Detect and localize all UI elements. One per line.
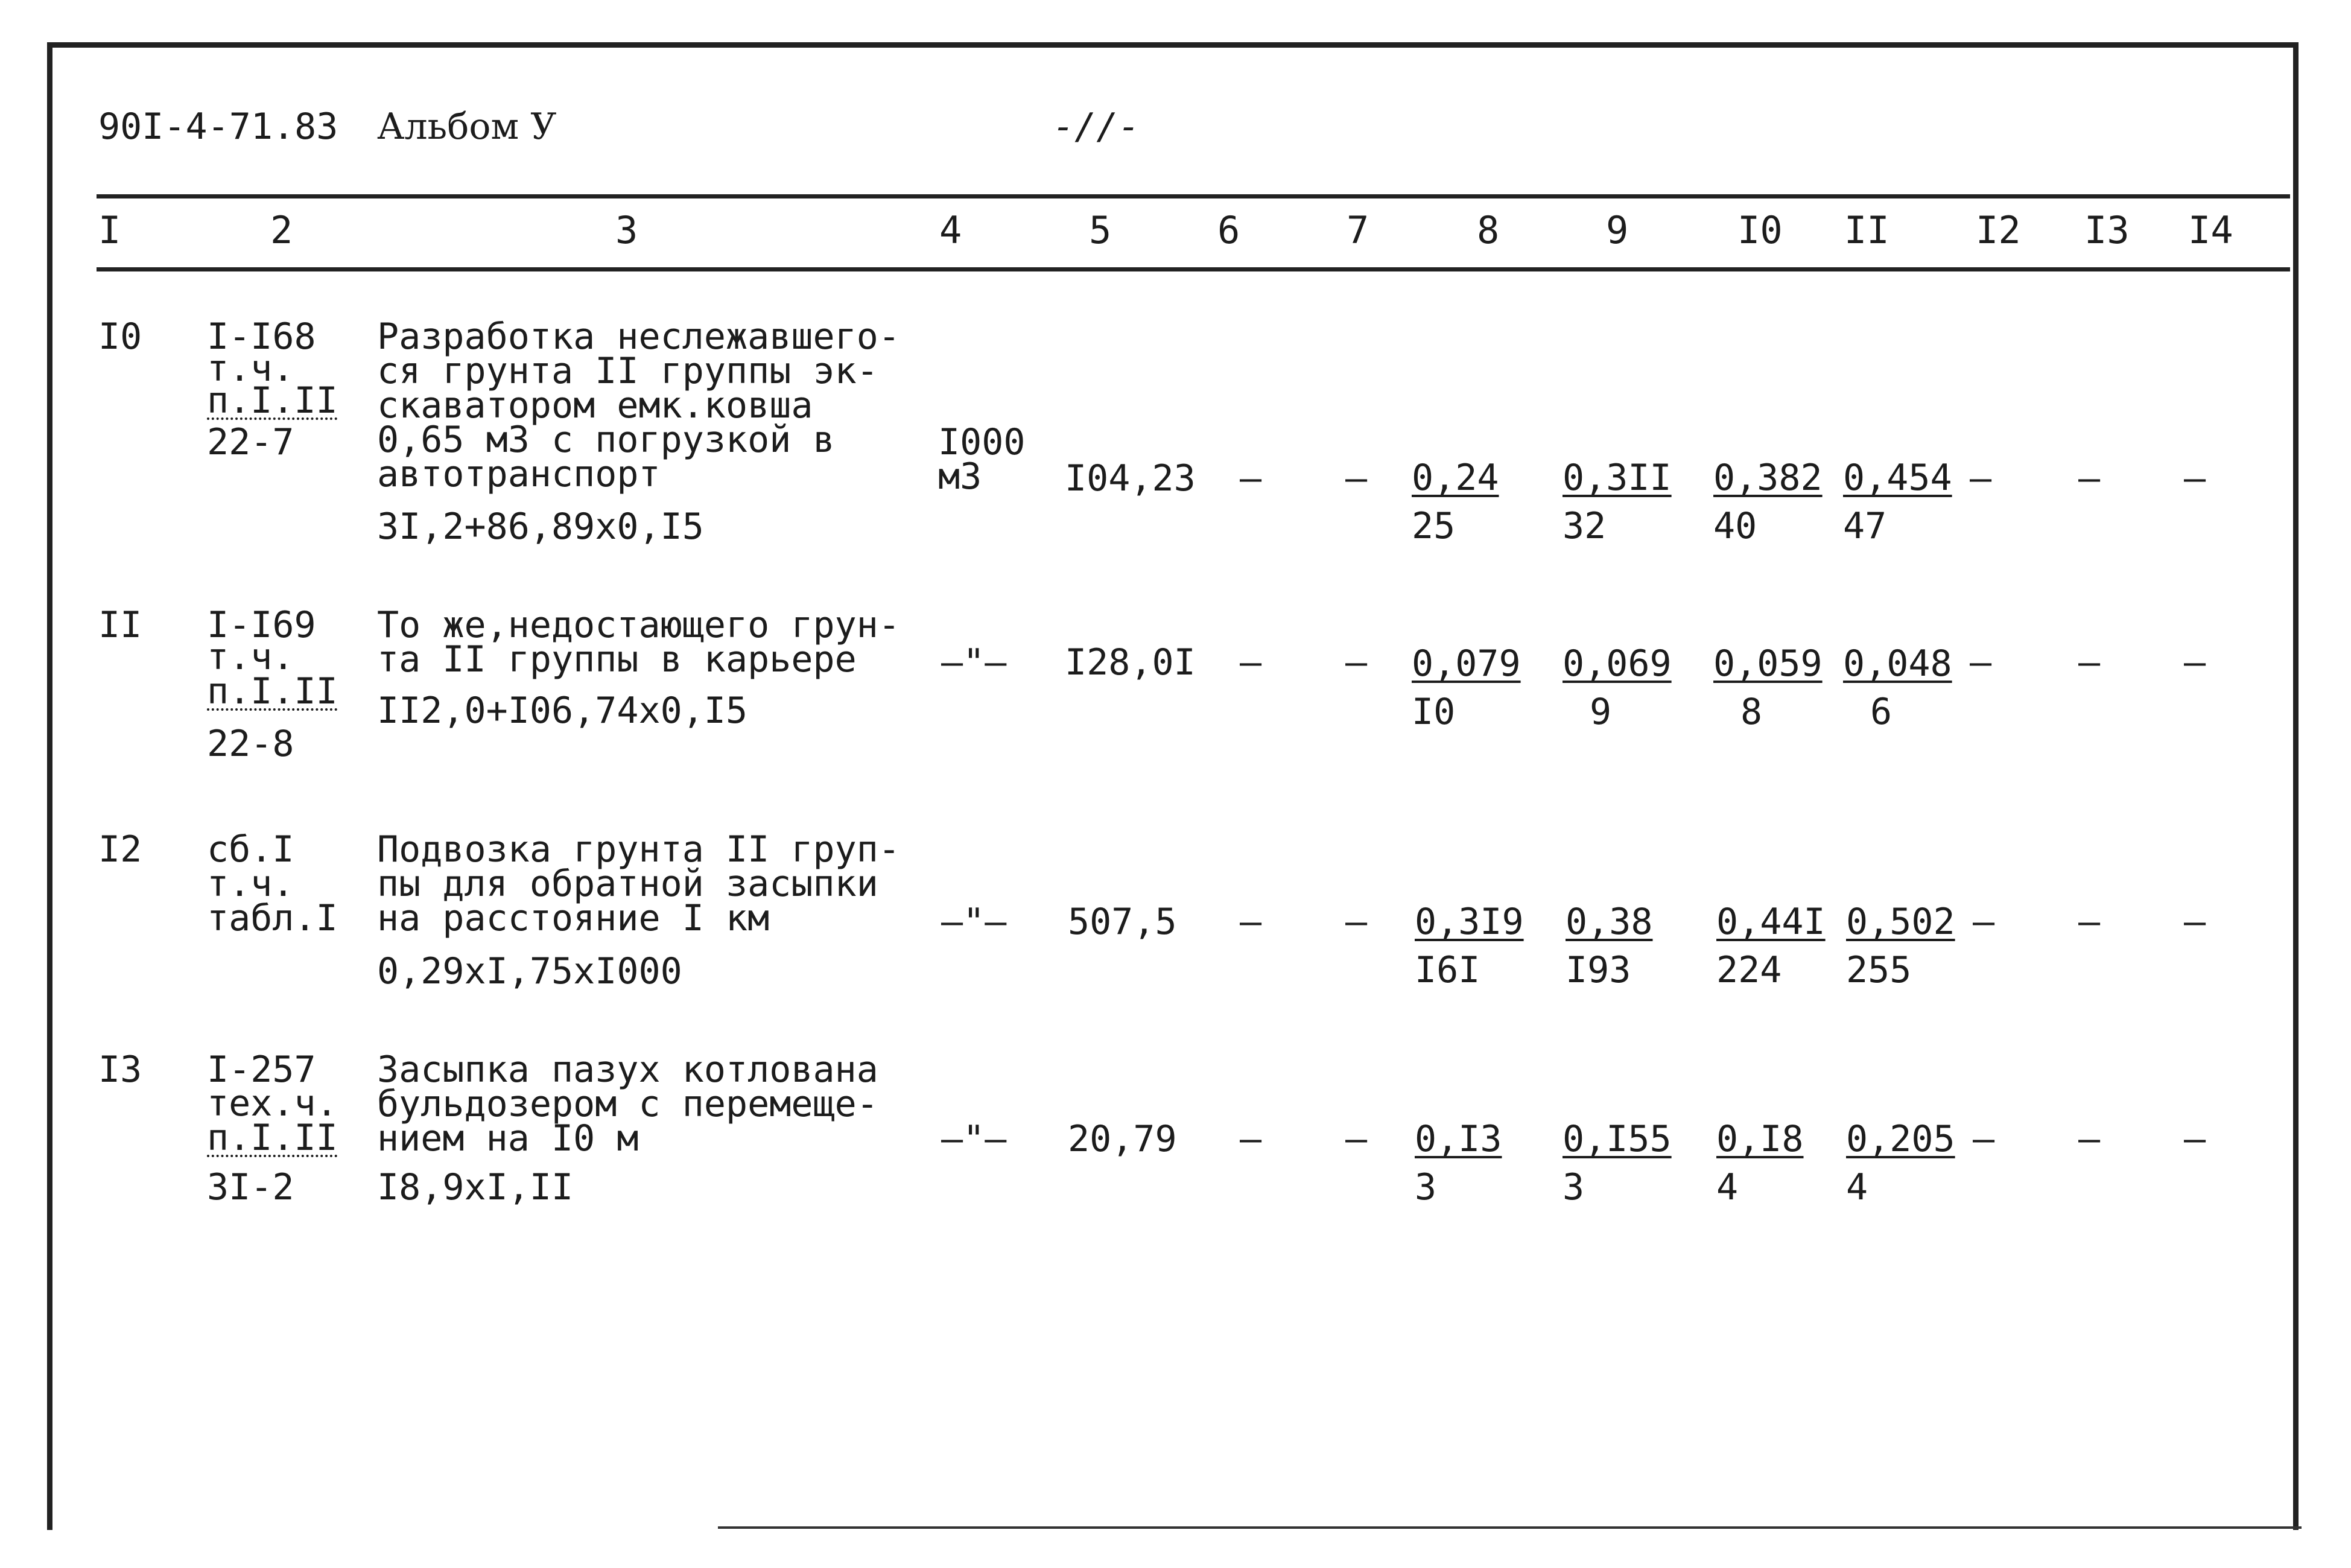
- norm-reference: п.I.II: [207, 670, 338, 713]
- header-rule-bottom: [97, 267, 2290, 271]
- norm-reference: т.ч.: [207, 636, 294, 678]
- fraction-bottom: 3: [1415, 1166, 1437, 1208]
- column-number: 3: [615, 208, 638, 252]
- fraction-bottom: I0: [1412, 691, 1456, 733]
- fraction-cell: [1843, 640, 1952, 736]
- norm-reference: п.I.II: [207, 379, 338, 422]
- dash-cell: –: [1240, 1118, 1262, 1160]
- fraction-top: 0,3I9: [1415, 901, 1524, 943]
- dash-cell: –: [2184, 641, 2206, 684]
- fraction-cell: [1544, 898, 1653, 994]
- fraction-top: 0,205: [1846, 1118, 1955, 1160]
- row-number: I3: [98, 1049, 142, 1091]
- calculation-formula: II2,0+I06,74x0,I5: [377, 690, 748, 732]
- dash-cell: –: [1240, 457, 1262, 500]
- dash-cell: –: [2078, 641, 2101, 684]
- fraction-cell: [1415, 1115, 1502, 1211]
- fraction-top: 0,I55: [1563, 1118, 1672, 1160]
- fraction-top: 0,3II: [1563, 457, 1672, 499]
- page-frame: [47, 42, 2299, 1530]
- column-number: 5: [1089, 208, 1112, 252]
- dash-cell: –: [1240, 901, 1262, 943]
- dash-cell: –: [1973, 901, 1995, 943]
- dash-cell: –: [1970, 641, 1992, 684]
- unit-price: 20,79: [1068, 1118, 1177, 1160]
- column-number: 8: [1477, 208, 1500, 252]
- calculation-formula: 3I,2+86,89x0,I5: [377, 506, 704, 548]
- fraction-top: 0,I8: [1716, 1118, 1804, 1160]
- work-description: бульдозером с перемеще-: [377, 1083, 878, 1125]
- work-description: Засыпка пазух котлована: [377, 1049, 878, 1091]
- work-description: на расстояние I км: [377, 897, 770, 939]
- dash-cell: –: [2184, 1118, 2206, 1160]
- page-number: -//-: [1053, 106, 1140, 148]
- dash-cell: –: [1345, 901, 1368, 943]
- dash-cell: –: [1973, 1118, 1995, 1160]
- fraction-bottom: 47: [1843, 505, 1887, 547]
- norm-reference: тех.ч.: [207, 1082, 338, 1125]
- norm-reference: I-257: [207, 1049, 316, 1091]
- work-description: та II группы в карьере: [377, 638, 857, 681]
- page-frame-bottom: [718, 1526, 2302, 1529]
- norm-reference: табл.I: [207, 897, 338, 939]
- fraction-top: 0,38: [1566, 901, 1653, 943]
- unit: I000: [938, 421, 1026, 463]
- norm-reference: п.I.II: [207, 1117, 338, 1159]
- fraction-cell: [1713, 640, 1823, 736]
- fraction-top: 0,454: [1843, 457, 1952, 499]
- column-number: II: [1844, 208, 1889, 252]
- row-number: II: [98, 604, 142, 646]
- unit-price: I04,23: [1065, 457, 1196, 500]
- work-description: автотранспорт: [377, 453, 661, 495]
- column-number: I3: [2084, 208, 2130, 252]
- column-number: I2: [1976, 208, 2021, 252]
- work-description: пы для обратной засыпки: [377, 863, 878, 905]
- fraction-cell: [1846, 898, 1955, 994]
- norm-reference: т.ч.: [207, 863, 294, 905]
- fraction-bottom: 224: [1716, 949, 1782, 991]
- norm-reference: I-I68: [207, 316, 316, 358]
- fraction-cell: [1415, 898, 1524, 994]
- dash-cell: –: [2078, 1118, 2101, 1160]
- dash-cell: –: [2184, 457, 2206, 500]
- work-description: 0,65 м3 с погрузкой в: [377, 419, 835, 461]
- norm-reference: I-I69: [207, 604, 316, 646]
- column-number: I4: [2188, 208, 2233, 252]
- fraction-top: 0,059: [1713, 643, 1823, 685]
- unit-price: I28,0I: [1065, 641, 1196, 684]
- fraction-top: 0,502: [1846, 901, 1955, 943]
- calculation-formula: 0,29xI,75xI000: [377, 950, 682, 992]
- column-number: 4: [939, 208, 962, 252]
- fraction-cell: [1716, 1115, 1804, 1211]
- dash-cell: –: [1345, 1118, 1368, 1160]
- dash-cell: –: [1345, 641, 1368, 684]
- work-description: То же,недостающего грун-: [377, 604, 900, 646]
- fraction-cell: [1563, 454, 1672, 550]
- work-description: Разработка неслежавшего-: [377, 316, 900, 358]
- dash-cell: –: [1345, 457, 1368, 500]
- fraction-bottom: 255: [1846, 949, 1912, 991]
- fraction-cell: [1563, 640, 1672, 736]
- dash-cell: –: [2078, 901, 2101, 943]
- column-number: 2: [270, 208, 293, 252]
- column-number: 9: [1606, 208, 1629, 252]
- fraction-bottom: 3: [1563, 1166, 1585, 1208]
- calculation-formula: I8,9xI,II: [377, 1166, 574, 1208]
- fraction-bottom: 32: [1563, 505, 1607, 547]
- document-code: 90I-4-71.83: [98, 106, 338, 148]
- fraction-top: 0,44I: [1716, 901, 1826, 943]
- unit: м3: [938, 455, 982, 498]
- fraction-top: 0,24: [1412, 457, 1499, 499]
- work-description: Подвозка грунта II груп-: [377, 828, 900, 871]
- fraction-bottom: I93: [1566, 949, 1631, 991]
- fraction-cell: [1412, 454, 1499, 550]
- fraction-top: 0,048: [1843, 643, 1952, 685]
- fraction-cell: [1843, 454, 1952, 550]
- fraction-top: 0,382: [1713, 457, 1823, 499]
- norm-reference: сб.I: [207, 828, 294, 871]
- work-description: ся грунта II группы эк-: [377, 350, 878, 392]
- norm-reference: 22-7: [207, 421, 294, 463]
- fraction-cell: [1716, 898, 1826, 994]
- fraction-cell: [1846, 1115, 1955, 1211]
- fraction-bottom: 40: [1713, 505, 1757, 547]
- column-number: I: [98, 208, 121, 252]
- fraction-bottom: 4: [1846, 1166, 1868, 1208]
- work-description: нием на I0 м: [377, 1117, 639, 1160]
- fraction-bottom: 9: [1590, 691, 1612, 733]
- dash-cell: –: [1970, 457, 1992, 500]
- fraction-bottom: 4: [1716, 1166, 1739, 1208]
- fraction-top: 0,069: [1563, 643, 1672, 685]
- unit: –"–: [941, 1118, 1007, 1160]
- dash-cell: –: [2078, 457, 2101, 500]
- norm-reference: 3I-2: [207, 1166, 294, 1208]
- work-description: скаватором емк.ковша: [377, 384, 813, 427]
- row-number: I0: [98, 316, 142, 358]
- fraction-top: 0,I3: [1415, 1118, 1502, 1160]
- dash-cell: –: [2184, 901, 2206, 943]
- fraction-bottom: I6I: [1415, 949, 1480, 991]
- fraction-bottom: 25: [1412, 505, 1456, 547]
- column-number: 6: [1217, 208, 1240, 252]
- fraction-bottom: 8: [1740, 691, 1763, 733]
- column-number: I0: [1737, 208, 1783, 252]
- fraction-cell: [1563, 1115, 1672, 1211]
- unit: –"–: [941, 641, 1007, 684]
- norm-reference: т.ч.: [207, 348, 294, 390]
- fraction-cell: [1412, 640, 1521, 736]
- norm-reference: 22-8: [207, 723, 294, 765]
- unit: –"–: [941, 901, 1007, 943]
- fraction-bottom: 6: [1870, 691, 1893, 733]
- album-title: Альбом У: [377, 106, 557, 148]
- unit-price: 507,5: [1068, 901, 1177, 943]
- fraction-cell: [1713, 454, 1823, 550]
- column-number: 7: [1347, 208, 1369, 252]
- header-rule-top: [97, 194, 2290, 198]
- dash-cell: –: [1240, 641, 1262, 684]
- fraction-top: 0,079: [1412, 643, 1521, 685]
- row-number: I2: [98, 828, 142, 871]
